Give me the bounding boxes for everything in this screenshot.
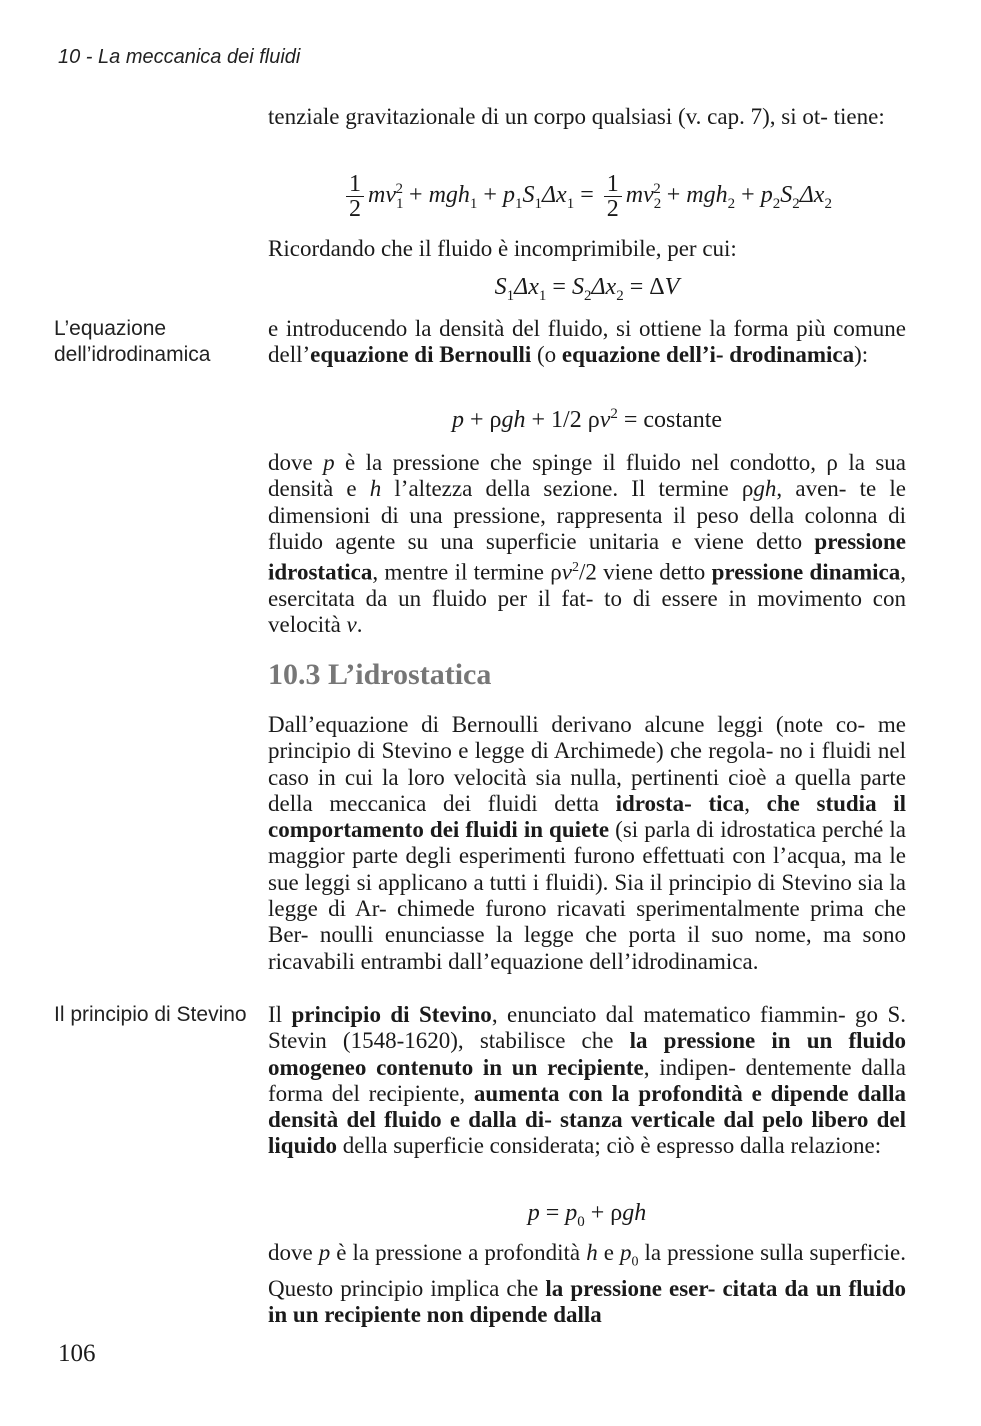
equation-bernoulli: p + ρgh + 1/2 $\rho v^2$ = costante	[451, 406, 723, 433]
paragraph-4: dove p è la pressione che spinge il fluido nel condotto, ρ la sua densità e h l’altezza della sezione. Il termine ρgh, aven- te le dimensioni di una pressione, rappresenta il peso della colonna di fluido agente su una superficie unitaria e viene detto pressione idrostatica, mentre il termine $\rho v^2/2$ viene detto pressione dinamica, esercitata da un fluido per il fat- to di essere in movimento con velocità v.	[268, 450, 907, 638]
equation-stevino: $p = p_0 + \rho gh$	[527, 1200, 647, 1230]
margin-note-stevino: Il principio di Stevino	[54, 1003, 247, 1026]
equation-energy-balance: $\frac{1}{2}$ $mv_1^2 + mgh_1 + p_1S_1\Delta x_1$ = $\frac{1}{2}$ $mv_2^2 + mgh_2 + p_2S_2\Delta x_2$	[268, 172, 906, 221]
page-number: 106	[58, 1340, 96, 1367]
paragraph-5: Dall’equazione di Bernoulli derivano alcune leggi (note co- me principio di Stevino e legge di Archimede) che regola- no i fluidi nel caso in cui la loro velocità sia nulla, pertinenti cioè a quella parte della meccanica dei fluidi detta idrosta- tica, che studia il comportamento dei fluidi in quiete (si parla di idrostatica perché la maggior parte degli esperimenti furono effettuati con l’acqua, ma le sue leggi si applicano a tutti i fluidi). Sia il principio di Stevino sia la legge di Ar- chimede furono ricavati sperimentalmente prima che Ber- noulli enunciasse la legge che porta il suo nome, ma sono ricavabili entrambi dall’equazione dell’idrodinamica.	[268, 712, 907, 974]
paragraph-2: Ricordando che il fluido è incomprimibile, per cui:	[268, 236, 737, 261]
paragraph-6: Il principio di Stevino, enunciato dal matematico fiammin- go S. Stevin (1548-1620), stabilisce che la pressione in un fluido omogeneo contenuto in un recipiente, indipen- dentemente dalla forma del recipiente, aumenta con la profondità e dipende dalla densità del fluido e dalla di- stanza verticale dal pelo libero del liquido della superficie considerata; ciò è espresso dalla relazione:	[268, 1002, 907, 1159]
equation-volume: $S_1\Delta x_1 = S_2\Delta x_2 = \Delta V$	[494, 274, 680, 304]
margin-note-equazione: L’equazione dell’idrodinamica	[54, 317, 211, 366]
paragraph-7: dove p è la pressione a profondità h e $p_0$ la pressione sulla superficie. Questo principio implica che la pressione eser- citata da un fluido in un recipiente non dipende dalla	[268, 1240, 907, 1328]
fraction-half-right: $\frac{1}{2}$	[604, 172, 622, 221]
running-head: 10 - La meccanica dei fluidi	[58, 46, 301, 68]
section-heading: 10.3 L’idrostatica	[268, 658, 492, 691]
fraction-half-left: $\frac{1}{2}$	[346, 172, 364, 221]
paragraph-1: tenziale gravitazionale di un corpo qualsiasi (v. cap. 7), si ot- tiene:	[268, 104, 885, 129]
paragraph-3: e introducendo la densità del fluido, si ottiene la forma più comune dell’equazione di Bernoulli (o equazione dell’i- drodinamica):	[268, 316, 906, 368]
